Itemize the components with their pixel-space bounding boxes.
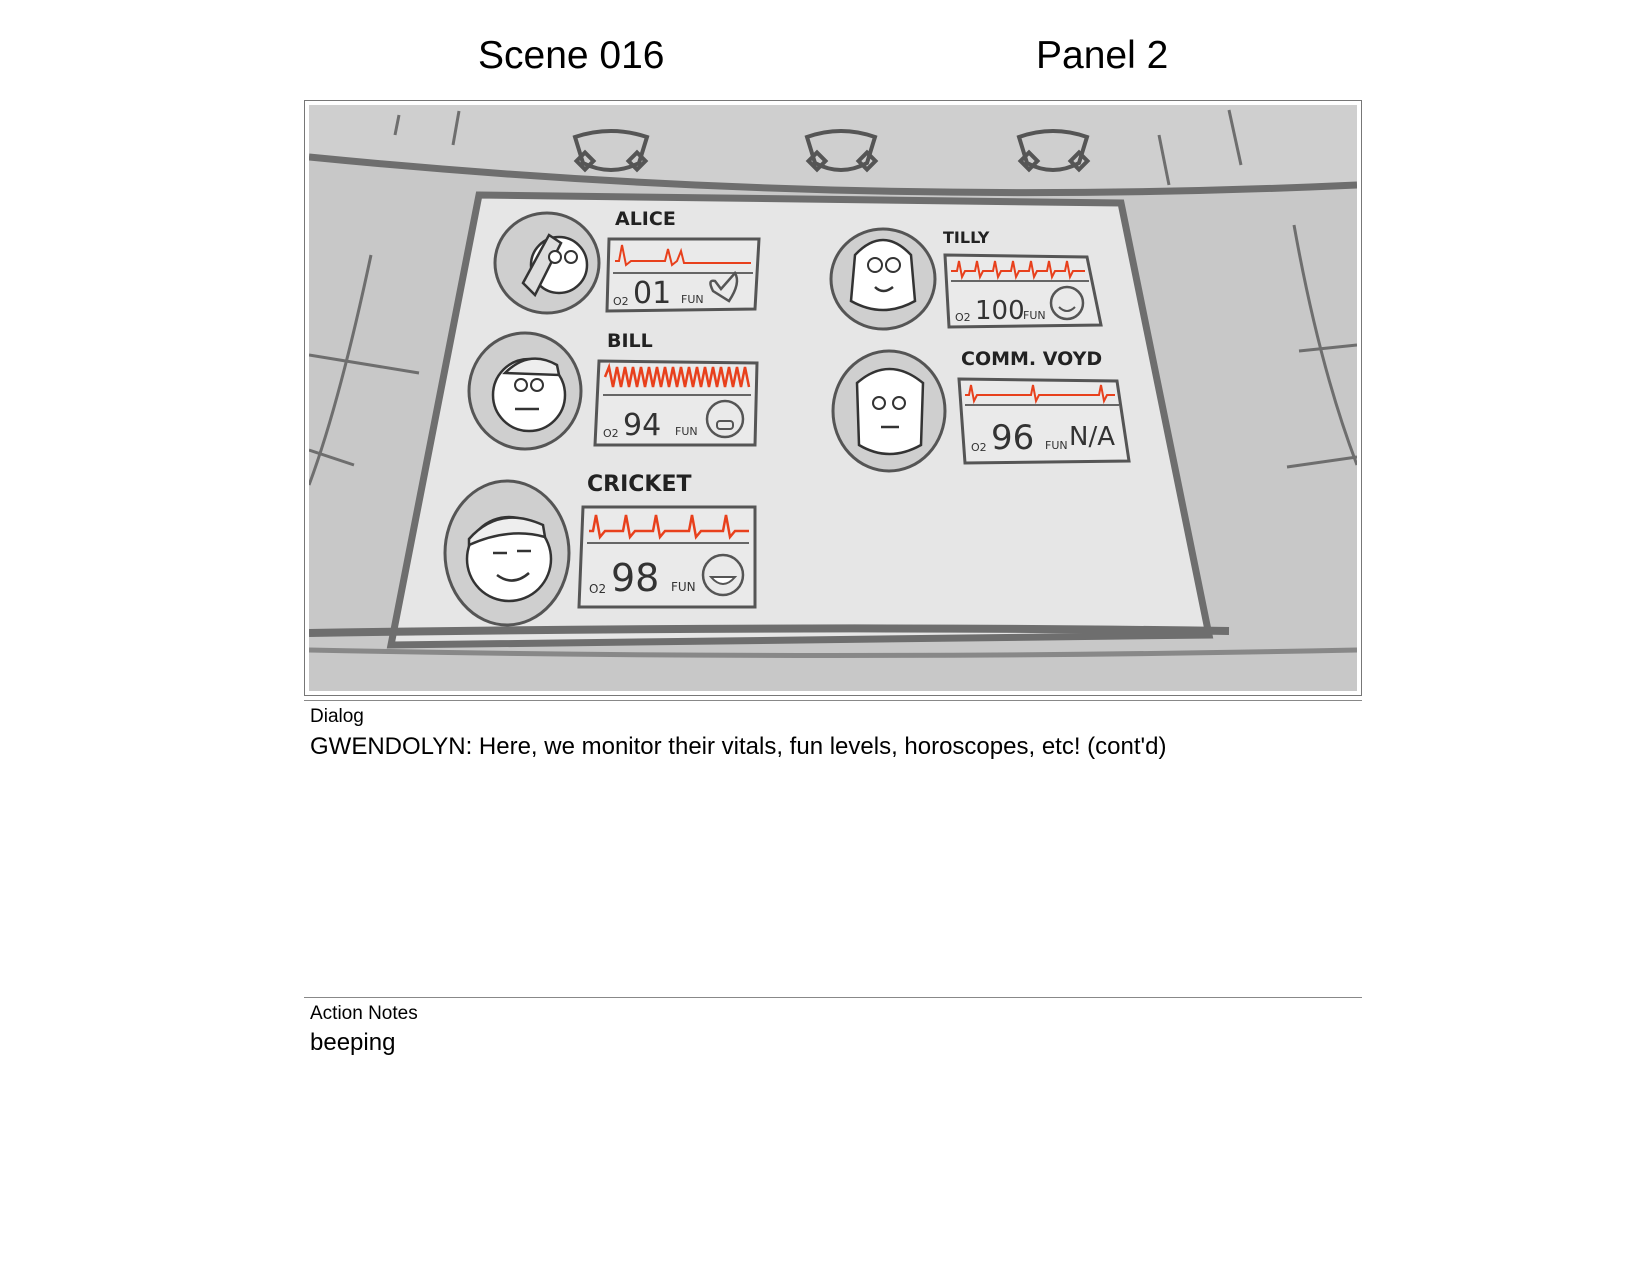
action-notes-divider xyxy=(304,997,1362,998)
patient-portrait-cricket xyxy=(445,481,569,625)
fun-label-cricket: FUN xyxy=(671,580,696,594)
monitor-name-cricket: CRICKET xyxy=(587,472,692,497)
patient-portrait-comm-voyd xyxy=(833,351,945,471)
fun-label-tilly: FUN xyxy=(1023,309,1046,322)
storyboard-panel-frame xyxy=(304,100,1362,696)
o2-label-tilly: O2 xyxy=(955,311,971,324)
o2-label-bill: O2 xyxy=(603,427,619,440)
o2-value-comm-voyd: 96 xyxy=(991,418,1035,458)
monitor-name-alice: ALICE xyxy=(615,208,676,230)
monitor-name-comm-voyd: COMM. VOYD xyxy=(961,348,1103,370)
dialog-divider xyxy=(304,700,1362,701)
fun-label-bill: FUN xyxy=(675,425,698,438)
patient-portrait-tilly xyxy=(831,229,935,329)
console-edge xyxy=(309,628,1229,633)
patient-portrait-bill xyxy=(469,333,581,449)
o2-label-cricket: O2 xyxy=(589,582,607,596)
dialog-label: Dialog xyxy=(310,706,364,727)
patient-portrait-alice xyxy=(495,213,599,313)
dialog-text: GWENDOLYN: Here, we monitor their vitals, fun levels, horoscopes, etc! (cont'd) xyxy=(310,733,1167,760)
panel-number: Panel 2 xyxy=(1036,34,1169,77)
o2-label-comm-voyd: O2 xyxy=(971,441,987,454)
monitor-name-bill: BILL xyxy=(607,330,653,352)
fun-value-comm-voyd: N/A xyxy=(1069,422,1115,452)
o2-value-alice: 01 xyxy=(633,276,672,311)
monitor-name-tilly: TILLY xyxy=(943,228,990,247)
o2-value-bill: 94 xyxy=(623,408,662,443)
o2-value-tilly: 100 xyxy=(975,296,1025,326)
o2-label-alice: O2 xyxy=(613,295,629,308)
fun-label-comm-voyd: FUN xyxy=(1045,439,1068,452)
action-notes-text: beeping xyxy=(310,1029,396,1056)
scene-number: Scene 016 xyxy=(478,34,665,77)
panel-illustration xyxy=(309,105,1357,691)
o2-value-cricket: 98 xyxy=(611,556,660,600)
action-notes-label: Action Notes xyxy=(310,1003,418,1024)
fun-label-alice: FUN xyxy=(681,293,704,306)
